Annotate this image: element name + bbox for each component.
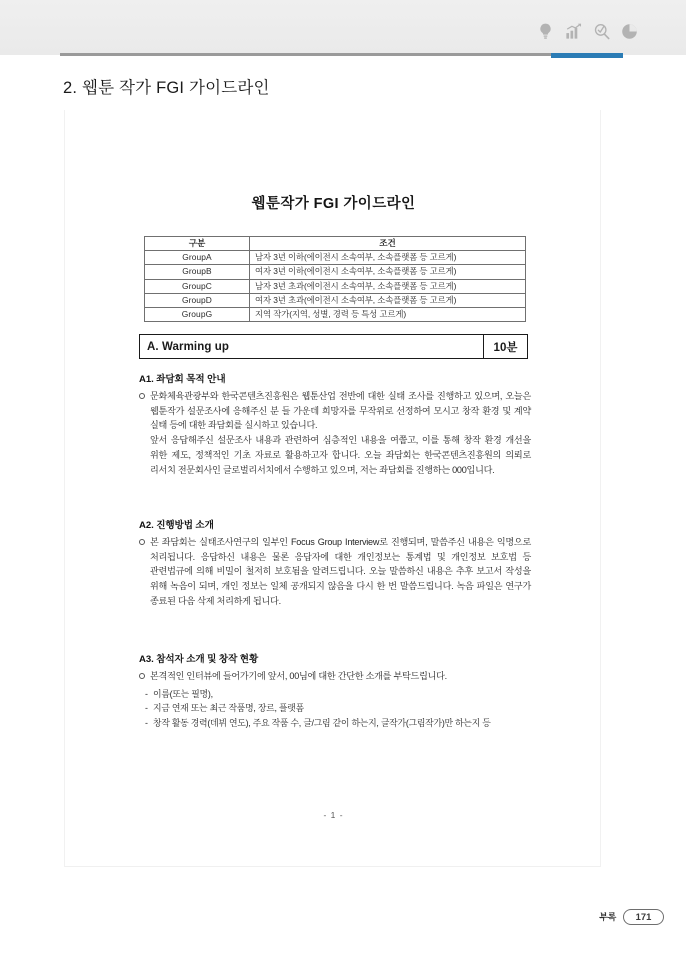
circle-bullet-icon	[139, 393, 145, 399]
footer-section-label: 부록	[599, 912, 616, 923]
section-a-header	[139, 334, 528, 359]
page-number: - 1 -	[323, 810, 344, 820]
table-row	[145, 307, 526, 321]
group-condition-table	[144, 236, 526, 322]
table-row	[145, 265, 526, 279]
a1-paragraph-2: 앞서 응답해주신 설문조사 내용과 관련하여 심층적인 내용을 여쭙고, 이를 통해 창작 환경 개선을 위한 제도, 정책적인 기초 자료로 활용하고자 합니다. 오늘 좌담회는 한국콘텐츠진흥원의 의뢰로 리서치 전문회사인 글로벌리서치에서 수행하고 있으며, 저는 좌담회를 진행하는 000입니다.	[150, 435, 531, 475]
a3-paragraph-row	[139, 669, 531, 684]
cell-group: GroupD	[145, 293, 250, 307]
header-rule-accent	[551, 53, 623, 58]
a3-heading: A3. 참석자 소개 및 창작 현황	[139, 654, 259, 665]
section-a-duration: 10분	[483, 335, 527, 358]
chapter-title: 2. 웹툰 작가 FGI 가이드라인	[63, 79, 270, 97]
a1-paragraph-1: 문화체육관광부와 한국콘텐츠진흥원은 웹툰산업 전반에 대한 실태 조사를 진행하고 있으며, 오늘은 웹툰작가 설문조사에 응해주신 분 들 가운데 희망자를 무작위로 선정하여 모시고 창작 환경 및 계약 실태 등에 대한 좌담회를 실시하고 있습니다.	[150, 391, 531, 431]
header-icon-group	[536, 22, 639, 41]
document-title: 웹툰작가 FGI 가이드라인	[251, 196, 416, 212]
footer-page-number: 171	[623, 909, 664, 925]
circle-bullet-icon	[139, 539, 145, 545]
cell-condition: 여자 3년 이하(에이전시 소속여부, 소속플랫폼 등 고르게)	[250, 265, 526, 279]
top-header-band	[0, 0, 686, 55]
list-item: - 창작 활동 경력(데뷔 연도), 주요 작품 수, 글/그림 같이 하는지, 글작가(그림작가)만 하는지 등	[144, 716, 531, 730]
pie-chart-icon	[620, 22, 639, 41]
table-header-condition: 조건	[250, 237, 526, 251]
cell-condition: 남자 3년 이하(에이전시 소속여부, 소속플랫폼 등 고르게)	[250, 251, 526, 265]
lightbulb-icon	[536, 22, 555, 41]
cell-condition: 남자 3년 초과(에이전시 소속여부, 소속플랫폼 등 고르게)	[250, 279, 526, 293]
a2-paragraph-row	[139, 535, 531, 609]
section-a-label: A. Warming up	[147, 340, 230, 353]
a2-paragraph-1: 본 좌담회는 실태조사연구의 일부인 Focus Group Interview로 진행되며, 말씀주신 내용은 익명으로 처리됩니다. 응답하신 내용은 물론 응답자에 대한 개인정보는 통계법 및 개인정보 보호법 등 관련법규에 의해 비밀이 철저히 보호됨을 알려드립니다. 오늘 말씀하신 내용은 추후 보고서 작성을 위해 녹음이 되며, 개인 정보는 일체 공개되지 않음을 다시 한 번 말씀드립니다. 녹음 파일은 연구가 종료된 다음 삭제 처리하게 됩니다.	[150, 537, 531, 606]
list-item: - 이름(또는 필명),	[144, 687, 531, 701]
cell-group: GroupG	[145, 307, 250, 321]
cell-group: GroupC	[145, 279, 250, 293]
table-row	[145, 279, 526, 293]
a1-heading: A1. 좌담회 목적 안내	[139, 374, 226, 385]
subsection-a3	[139, 651, 531, 730]
cell-group: GroupA	[145, 251, 250, 265]
header-rule	[0, 53, 686, 58]
circle-bullet-icon	[139, 673, 145, 679]
a3-item-list	[144, 687, 531, 730]
subsection-a2	[139, 517, 531, 609]
table-row	[145, 293, 526, 307]
list-item: - 지금 연재 또는 최근 작품명, 장르, 플랫폼	[144, 701, 531, 715]
cell-group: GroupB	[145, 265, 250, 279]
a2-heading: A2. 진행방법 소개	[139, 520, 214, 531]
document-page	[64, 110, 601, 867]
table-header-row	[145, 237, 526, 251]
header-rule-gray	[60, 53, 552, 56]
subsection-a1	[139, 371, 531, 477]
table-header-group: 구분	[145, 237, 250, 251]
cell-condition: 지역 작가(지역, 성별, 경력 등 특성 고르게)	[250, 307, 526, 321]
a3-paragraph-1: 본격적인 인터뷰에 들어가기에 앞서, 00님에 대한 간단한 소개를 부탁드립니다.	[150, 671, 447, 681]
search-check-icon	[592, 22, 611, 41]
cell-condition: 여자 3년 초과(에이전시 소속여부, 소속플랫폼 등 고르게)	[250, 293, 526, 307]
table-row	[145, 251, 526, 265]
footer-page-badge	[599, 909, 664, 925]
bar-chart-icon	[564, 22, 583, 41]
a1-paragraph-row	[139, 389, 531, 433]
